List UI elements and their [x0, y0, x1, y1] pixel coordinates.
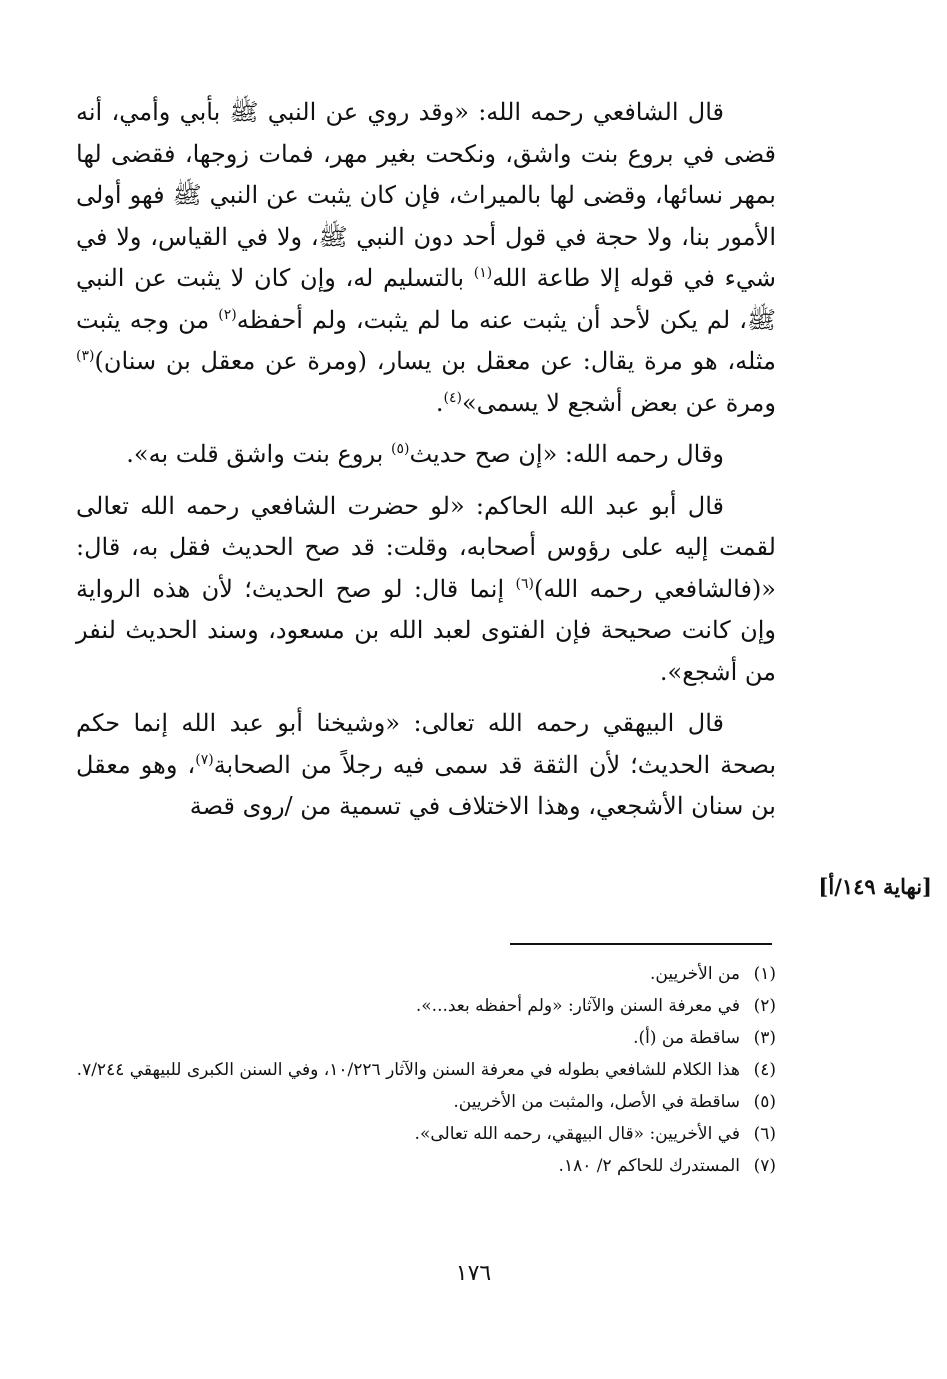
footnote-number: (١)	[753, 964, 776, 984]
footnote-number: (٥)	[753, 1092, 776, 1112]
paragraph-shafii-quote: قال الشافعي رحمه الله: «وقد روي عن النبي ﷺ بأبي وأمي، أنه قضى في بروع بنت واشق، ونكحت بغير مهر، فمات زوجها، فقضى لها بمهر نسائها، وقضى لها بالميراث، فإن كان يثبت عن النبي ﷺ فهو أولى الأمور بنا، ولا حجة في قول أحد دون النبي ﷺ، ولا في القياس، ولا في شيء في قوله إلا طاعة الله$^{(١)}$ بالتسليم له، وإن كان لا يثبت عن النبي ﷺ، لم يكن لأحد أن يثبت عنه ما لم يثبت، ولم أحفظه$^{(٢)}$ من وجه يثبت مثله، هو مرة يقال: عن معقل بن يسار، (ومرة عن معقل بن سنان)$^{(٣)}$ ومرة عن بعض أشجع لا يسمى»$^{(٤)}$.	[76, 98, 776, 417]
paragraph-bayhaqi-quote: قال البيهقي رحمه الله تعالى: «وشيخنا أبو عبد الله إنما حكم بصحة الحديث؛ لأن الثقة قد سمى فيه رجلاً من الصحابة$^{(٧)}$، وهو معقل بن سنان الأشجعي، وهذا الاختلاف في تسمية من /روى قصة	[76, 709, 776, 820]
footnote-item	[76, 1150, 776, 1182]
footnote-item	[76, 1086, 776, 1118]
footnote-text: في الأخريين: «قال البيهقي، رحمه الله تعالى».	[414, 1124, 740, 1144]
footnote-ref[interactable]: (٥)	[391, 441, 410, 457]
footnote-item	[76, 958, 776, 990]
manuscript-folio-marker: [نهاية ١٤٩/أ]	[818, 874, 932, 899]
footnote-ref[interactable]: (٦)	[515, 575, 534, 592]
footnote-item	[76, 1022, 776, 1054]
footnote-ref[interactable]: (٢)	[218, 306, 237, 323]
footnotes-list	[76, 958, 776, 1182]
footnote-divider	[510, 943, 772, 945]
footnote-text: ساقطة في الأصل، والمثبت من الأخريين.	[453, 1092, 740, 1112]
footnote-item	[76, 1118, 776, 1150]
footnote-number: (٣)	[753, 1028, 776, 1048]
paragraph-shafii-statement: وقال رحمه الله: «إن صح حديث$^{(٥)}$ بروع بنت واشق قلت به».	[126, 440, 724, 468]
footnote-item	[76, 990, 776, 1022]
page-number: ١٧٦	[455, 1261, 492, 1286]
footnote-item	[76, 1054, 776, 1086]
footnote-ref[interactable]: (١)	[473, 265, 493, 281]
footnote-text: ساقطة من (أ).	[633, 1028, 740, 1048]
footnote-number: (٢)	[753, 996, 776, 1016]
footnote-ref[interactable]: (٧)	[195, 751, 214, 768]
footnote-number: (٧)	[753, 1156, 776, 1176]
footnote-ref[interactable]: (٣)	[76, 348, 95, 364]
footnote-text: هذا الكلام للشافعي بطوله في معرفة السنن والآثار ١٠/٢٢٦، وفي السنن الكبرى للبيهقي ٧/٢٤٤.	[76, 1060, 740, 1080]
footnote-text: من الأخريين.	[650, 964, 740, 984]
footnote-text: في معرفة السنن والآثار: «ولم أحفظه بعد...».	[415, 996, 740, 1016]
footnote-number: (٤)	[753, 1060, 776, 1080]
paragraph-hakim-quote: قال أبو عبد الله الحاكم: «لو حضرت الشافعي رحمه الله تعالى لقمت إليه على رؤوس أصحابه، وقلت: قد صح الحديث فقل به، قال: «(فالشافعي رحمه الله)$^{(٦)}$ إنما قال: لو صح الحديث؛ لأن هذه الرواية وإن كانت صحيحة فإن الفتوى لعبد الله بن مسعود، وسند الحديث لنفر من أشجع».	[76, 491, 776, 686]
footnote-number: (٦)	[753, 1124, 776, 1144]
footnote-text: المستدرك للحاكم ٢/ ١٨٠.	[558, 1156, 740, 1176]
footnote-ref[interactable]: (٤)	[443, 389, 462, 406]
main-text	[76, 92, 776, 828]
